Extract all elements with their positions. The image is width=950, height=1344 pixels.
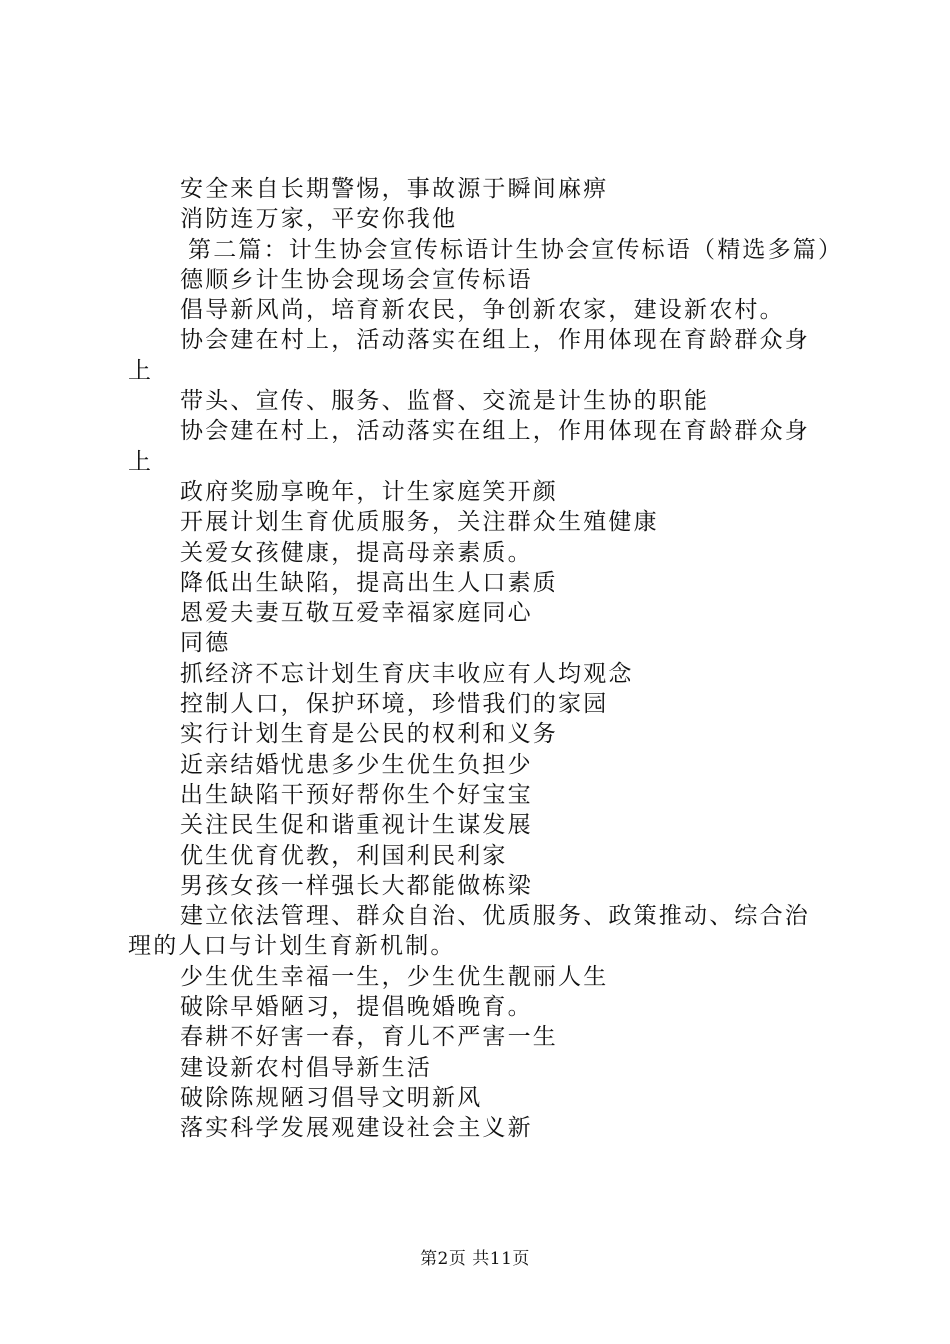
page-number-footer: 第2页 共11页 [420, 1249, 530, 1269]
paragraph: 春耕不好害一春，育儿不严害一生 [180, 1024, 558, 1051]
paragraph: 安全来自长期警惕，事故源于瞬间麻痹 [180, 176, 609, 202]
paragraph: 关注民生促和谐重视计生谋发展 [180, 812, 533, 839]
paragraph: 建立依法管理、群众自治、优质服务、政策推动、综合治理的人口与计划生育新机制。 [128, 903, 810, 960]
paragraph: 带头、宣传、服务、监督、交流是计生协的职能 [180, 388, 710, 415]
paragraph: 协会建在村上，活动落实在组上，作用体现在育龄群众身上 [128, 418, 810, 475]
paragraph: 男孩女孩一样强长大都能做栋梁 [180, 872, 533, 899]
paragraph: 降低出生缺陷，提高出生人口素质 [180, 569, 558, 596]
paragraph: 关爱女孩健康，提高母亲素质。 [180, 539, 533, 566]
paragraph: 少生优生幸福一生，少生优生靓丽人生 [180, 963, 609, 990]
paragraph: 优生优育优教，利国利民利家 [180, 842, 508, 869]
paragraph: 控制人口，保护环境，珍惜我们的家园 [180, 691, 609, 718]
paragraph: 同德 [180, 630, 231, 657]
document-body [128, 174, 844, 1144]
paragraph: 协会建在村上，活动落实在组上，作用体现在育龄群众身上 [128, 327, 810, 384]
paragraph: 倡导新风尚，培育新农民，争创新农家，建设新农村。 [180, 297, 785, 324]
paragraph: 德顺乡计生协会现场会宣传标语 [180, 266, 533, 293]
paragraph: 建设新农村倡导新生活 [180, 1054, 432, 1081]
paragraph: 抓经济不忘计划生育庆丰收应有人均观念 [180, 660, 634, 687]
paragraph: 实行计划生育是公民的权利和义务 [180, 721, 558, 748]
paragraph: 出生缺陷干预好帮你生个好宝宝 [180, 781, 533, 808]
paragraph: 破除陈规陋习倡导文明新风 [180, 1084, 483, 1111]
paragraph: 恩爱夫妻互敬互爱幸福家庭同心 [180, 600, 533, 627]
paragraph: 落实科学发展观建设社会主义新 [180, 1115, 533, 1142]
paragraph: 开展计划生育优质服务，关注群众生殖健康 [180, 509, 659, 536]
paragraph: 消防连万家，平安你我他 [180, 206, 458, 233]
paragraph: 破除早婚陋习，提倡晚婚晚育。 [180, 994, 533, 1021]
paragraph: 政府奖励享晚年，计生家庭笑开颜 [180, 478, 558, 505]
section-heading: 第二篇：计生协会宣传标语计生协会宣传标语（精选多篇） [188, 236, 844, 263]
paragraph: 近亲结婚忧患多少生优生负担少 [180, 751, 533, 778]
